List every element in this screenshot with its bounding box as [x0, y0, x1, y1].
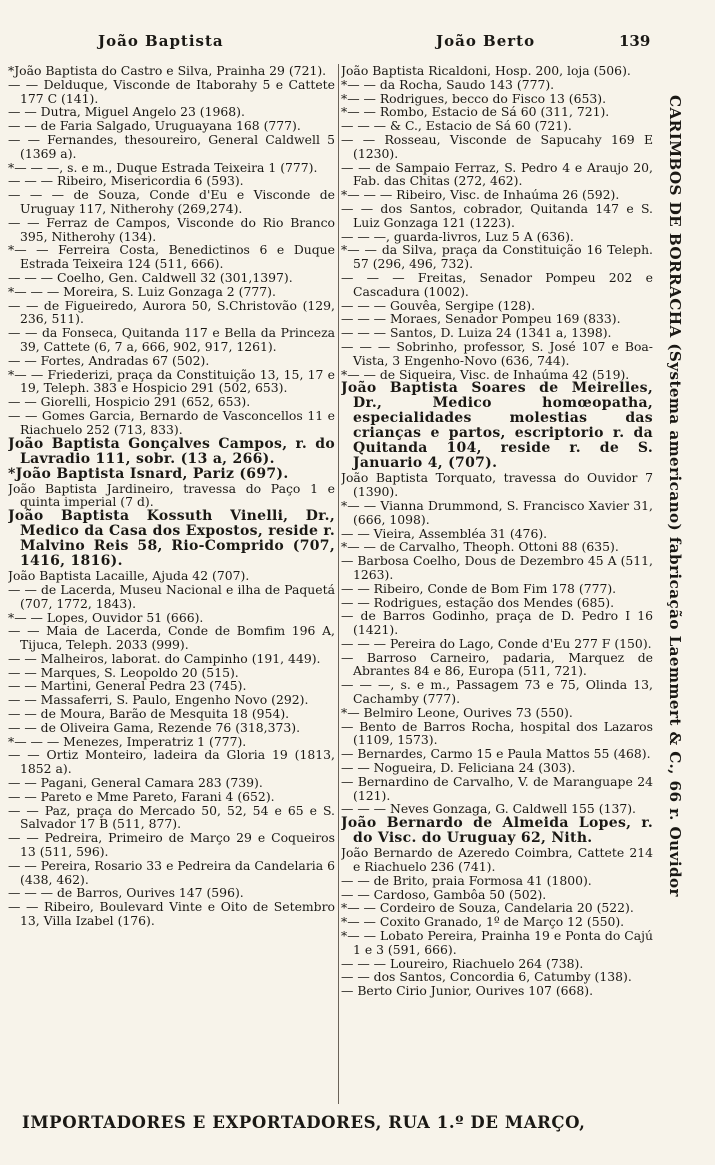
directory-entry: *João Baptista do Castro e Silva, Prainha 29 (721). — [8, 64, 327, 78]
right-column — [341, 64, 653, 1104]
directory-entry: João Baptista Ricaldoni, Hosp. 200, loja (506). — [341, 64, 631, 78]
directory-entry: — — Dutra, Miguel Angelo 23 (1968). — [8, 104, 245, 120]
directory-entry: *— — de Carvalho, Theoph. Ottoni 88 (635). — [341, 539, 619, 555]
directory-entry: João Baptista Lacaille, Ajuda 42 (707). — [8, 568, 250, 584]
directory-entry: *— — Friederizi, praça da Constituição 13, 15, 17 e 19, Teleph. 383 e Hospicio 291 (502, 653). — [8, 366, 335, 396]
running-header — [0, 32, 715, 54]
directory-entry: — — de Figueiredo, Aurora 50, S.Christovão (129, 236, 511). — [8, 297, 335, 327]
directory-entry: — — de Lacerda, Museu Nacional e ilha de Paquetá (707, 1772, 1843). — [8, 581, 335, 611]
directory-entry: — — — Loureiro, Riachuelo 264 (738). — [341, 955, 584, 971]
directory-entry: — — Nogueira, D. Feliciana 24 (303). — [341, 760, 576, 776]
directory-entry: — — da Fonseca, Quitanda 117 e Bella da Princeza 39, Cattete (6, 7 a, 666, 902, 917, 1261). — [8, 325, 335, 354]
directory-entry: — — Ferraz de Campos, Visconde do Rio Branco 395, Nitherohy (134). — [8, 214, 335, 244]
directory-entry: — Barroso Carneiro, padaria, Marquez de Abrantes 84 e 86, Europa (511, 721). — [341, 649, 653, 679]
directory-entry: — — Massaferri, S. Paulo, Engenho Novo (292). — [8, 692, 309, 708]
directory-entry: — Bernardino de Carvalho, V. de Maranguape 24 (121). — [341, 773, 653, 803]
side-advertisement — [662, 95, 686, 940]
directory-entry: — — — Santos, D. Luiza 24 (1341 a, 1398). — [341, 325, 612, 341]
directory-entry: *— — da Rocha, Saudo 143 (777). — [341, 76, 555, 92]
page-number: 139 — [619, 32, 651, 50]
directory-entry: João Baptista Gonçalves Campos, r. do Lavradio 111, sobr. (13 a, 266). — [8, 435, 335, 467]
directory-entry: João Baptista Kossuth Vinelli, Dr., Medico da Casa dos Expostos, reside r. Malvino Reis 58, Rio-Comprido (707, 1416, 1816). — [8, 508, 335, 570]
directory-entry: João Bernardo de Almeida Lopes, r. do Visc. do Uruguay 62, Nith. — [341, 815, 653, 847]
directory-entry: *— — da Silva, praça da Constituição 16 Teleph. 57 (296, 496, 732). — [341, 242, 653, 272]
directory-entry: *— — Cordeiro de Souza, Candelaria 20 (522). — [341, 900, 634, 916]
directory-entry: — — Pagani, General Camara 283 (739). — [8, 775, 263, 791]
directory-entry: — — Paz, praça do Mercado 50, 52, 54 e 65 e S. Salvador 17 B (511, 877). — [8, 802, 335, 832]
header-left: João Baptista — [98, 32, 224, 50]
directory-entry: — — Pereira, Rosario 33 e Pedreira da Candelaria 6 (438, 462). — [8, 857, 335, 887]
directory-entry: — — Fortes, Andradas 67 (502). — [8, 352, 210, 368]
directory-entry: — — — Moraes, Senador Pompeu 169 (833). — [341, 311, 621, 327]
directory-entry: — Berto Cirio Junior, Ourives 107 (668). — [341, 983, 594, 999]
directory-entry: — — — Gouvêa, Sergipe (128). — [341, 297, 536, 313]
directory-entry: — — de Oliveira Gama, Rezende 76 (318,373). — [8, 719, 301, 735]
directory-entry: *João Baptista Isnard, Pariz (697). — [8, 465, 289, 482]
header-right: João Berto — [436, 32, 536, 50]
directory-entry: — — — Coelho, Gen. Caldwell 32 (301,1397). — [8, 269, 293, 285]
directory-entry: — — — Freitas, Senador Pompeu 202 e Cascadura (1002). — [341, 269, 653, 299]
directory-entry: — — Rosseau, Visconde de Sapucahy 169 E (1230). — [341, 131, 653, 161]
directory-entry: — — — Neves Gonzaga, G. Caldwell 155 (137). — [341, 801, 636, 817]
directory-entry: — Bento de Barros Rocha, hospital dos Lazaros (1109, 1573). — [341, 718, 653, 748]
directory-entry: João Baptista Jardineiro, travessa do Paço 1 e quinta imperial (7 d). — [8, 480, 335, 510]
directory-entry: João Bernardo de Azeredo Coimbra, Cattete 214 e Riachuelo 236 (741). — [341, 845, 653, 875]
directory-entry: — — Ortiz Monteiro, ladeira da Gloria 19 (1813, 1852 a). — [8, 747, 335, 777]
directory-entry: — — de Faria Salgado, Uruguayana 168 (777). — [8, 118, 301, 134]
directory-entry: — — — de Souza, Conde d'Eu e Visconde de Uruguay 117, Nitherohy (269,274). — [8, 187, 335, 216]
directory-entry: — — Giorelli, Hospicio 291 (652, 653). — [8, 394, 251, 410]
directory-entry: — — Pareto e Mme Pareto, Farani 4 (652). — [8, 788, 275, 804]
directory-entry: *— — Ferreira Costa, Benedictinos 6 e Duque Estrada Teixeira 124 (511, 666). — [8, 242, 335, 272]
directory-entry: João Baptista Soares de Meirelles, Dr., Medico homœopatha, especialidades molestias das crianças e partos, escriptorio r. da Quitanda 104, reside r. de S. Januario 4, (707). — [341, 380, 653, 472]
directory-entry: *— Belmiro Leone, Ourives 73 (550). — [341, 704, 573, 720]
directory-entry: — — dos Santos, Concordia 6, Catumby (138). — [341, 969, 632, 985]
directory-entry: *— — —, s. e m., Duque Estrada Teixeira 1 (777). — [8, 159, 318, 175]
left-column — [8, 64, 335, 1104]
footer-advertisement: IMPORTADORES E EXPORTADORES, RUA 1.º DE MARÇO, — [22, 1113, 586, 1132]
directory-entry: — — Gomes Garcia, Bernardo de Vasconcellos 11 e Riachuelo 252 (713, 833). — [8, 407, 335, 437]
directory-entry: *— — Coxito Granado, 1º de Março 12 (550). — [341, 914, 625, 930]
directory-entry: *— — — Menezes, Imperatriz 1 (777). — [8, 733, 247, 749]
directory-entry: — — de Sampaio Ferraz, S. Pedro 4 e Araujo 20, Fab. das Chitas (272, 462). — [341, 159, 653, 189]
directory-entry: — — Martini, General Pedra 23 (745). — [8, 678, 247, 694]
directory-entry: — — Marques, S. Leopoldo 20 (515). — [8, 664, 239, 680]
directory-entry: — de Barros Godinho, praça de D. Pedro I 16 (1421). — [341, 608, 653, 638]
directory-entry: *— — Rodrigues, becco do Fisco 13 (653). — [341, 90, 607, 106]
directory-entry: *— — Vianna Drummond, S. Francisco Xavier 31, (666, 1098). — [341, 497, 653, 527]
directory-entry: — — Fernandes, thesoureiro, General Caldwell 5 (1369 a). — [8, 131, 335, 161]
directory-entry: — — Maia de Lacerda, Conde de Bomfim 196 A, Tijuca, Teleph. 2033 (999). — [8, 623, 335, 653]
directory-entry: — Bernardes, Carmo 15 e Paula Mattos 55 (468). — [341, 746, 651, 762]
directory-entry: — — — & C., Estacio de Sá 60 (721). — [341, 118, 572, 134]
directory-entry: — — Pedreira, Primeiro de Março 29 e Coqueiros 13 (511, 596). — [8, 830, 335, 860]
directory-entry: — Barbosa Coelho, Dous de Dezembro 45 A (511, 1263). — [341, 553, 653, 582]
directory-entry: — — — Sobrinho, professor, S. José 107 e Boa-Vista, 3 Engenho-Novo (636, 744). — [341, 338, 653, 368]
directory-entry: — — — de Barros, Ourives 147 (596). — [8, 885, 244, 901]
side-advertisement-text: CARIMBOS DE BORRACHA (Systema americano) fabricação Laemmert & C., 66 r. Ouvidor — [666, 95, 684, 897]
directory-entry: — — dos Santos, cobrador, Quitanda 147 e S. Luiz Gonzaga 121 (1223). — [341, 200, 653, 230]
directory-entry: *— — — Moreira, S. Luiz Gonzaga 2 (777). — [8, 283, 276, 299]
directory-entry: *— — Rombo, Estacio de Sá 60 (311, 721). — [341, 104, 610, 120]
directory-entry: João Baptista Torquato, travessa do Ouvidor 7 (1390). — [341, 470, 653, 500]
directory-entry: *— — — Ribeiro, Visc. de Inhaúma 26 (592). — [341, 187, 620, 203]
directory-entry: — — Malheiros, laborat. do Campinho (191, 449). — [8, 650, 321, 666]
directory-entry: *— — Lopes, Ouvidor 51 (666). — [8, 609, 204, 625]
directory-entry: — — Delduque, Visconde de Itaborahy 5 e Cattete 177 C (141). — [8, 76, 335, 106]
directory-entry: *— — de Siqueira, Visc. de Inhaúma 42 (519). — [341, 366, 630, 382]
directory-entry: — — de Brito, praia Formosa 41 (1800). — [341, 872, 592, 888]
directory-entry: — — Ribeiro, Conde de Bom Fim 178 (777). — [341, 580, 617, 596]
directory-entry: — — — Pereira do Lago, Conde d'Eu 277 F (150). — [341, 635, 652, 651]
directory-entry: — — Vieira, Assembléa 31 (476). — [341, 525, 548, 541]
directory-entry: — — Rodrigues, estação dos Mendes (685). — [341, 594, 615, 610]
directory-entry: — — — Ribeiro, Misericordia 6 (593). — [8, 173, 244, 189]
directory-entry: — — —, guarda-livros, Luz 5 A (636). — [341, 228, 574, 244]
directory-entry: — — de Moura, Barão de Mesquita 18 (954). — [8, 706, 290, 722]
directory-entry: — — Cardoso, Gambôa 50 (502). — [341, 886, 547, 902]
directory-entry: — — Ribeiro, Boulevard Vinte e Oito de Setembro 13, Villa Izabel (176). — [8, 899, 335, 929]
directory-entry: — — —, s. e m., Passagem 73 e 75, Olinda 13, Cachamby (777). — [341, 677, 653, 707]
column-divider — [338, 64, 339, 1104]
directory-entry: *— — Lobato Pereira, Prainha 19 e Ponta do Cajú 1 e 3 (591, 666). — [341, 928, 653, 957]
